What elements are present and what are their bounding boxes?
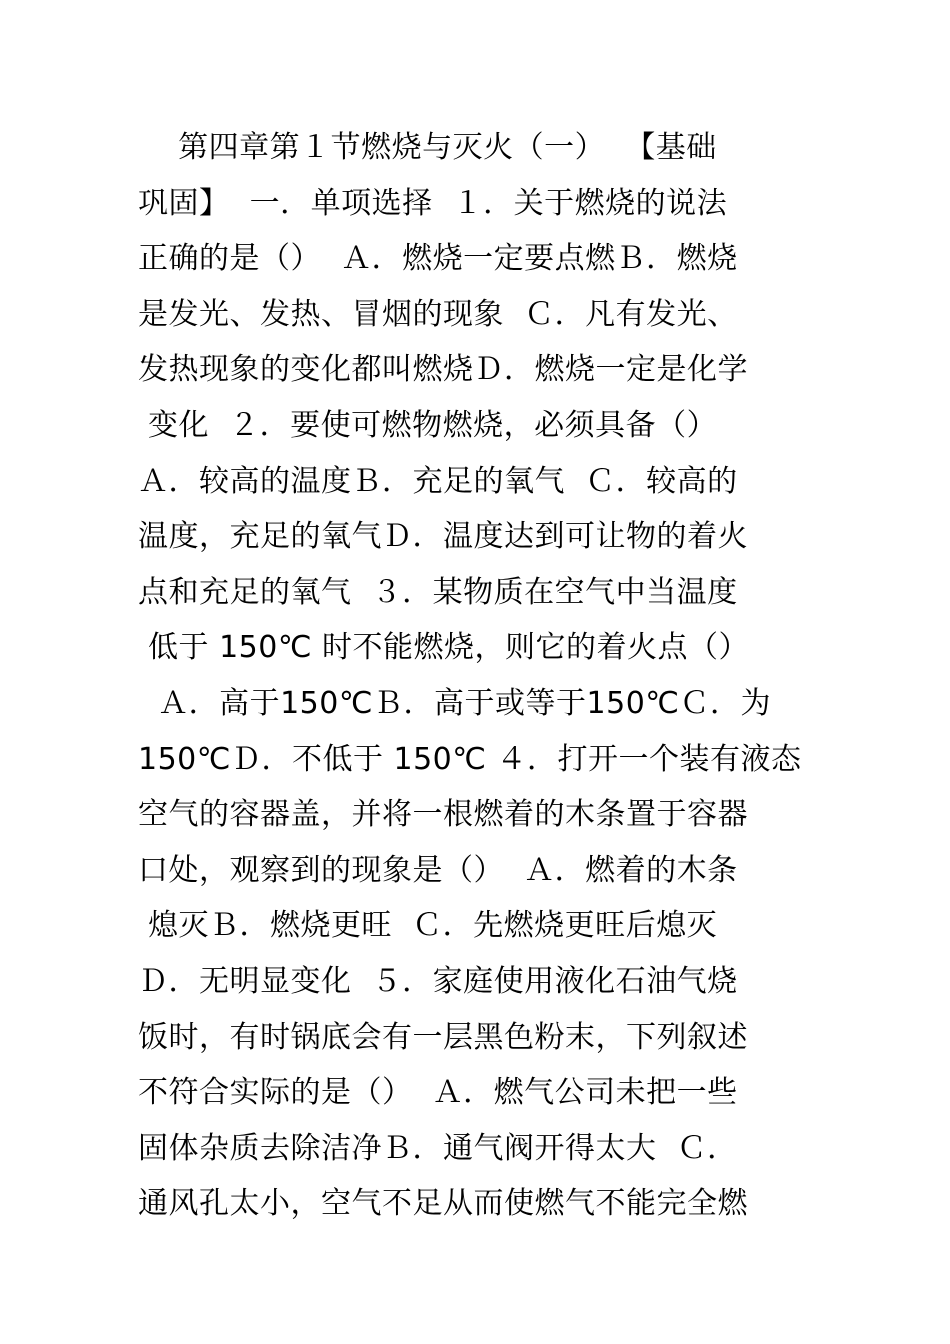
text-line: 温度，充足的氧气Ｄ．温度达到可让物的着火 <box>138 519 748 555</box>
text-line: 点和充足的氧气 ３．某物质在空气中当温度 <box>138 574 738 610</box>
text-line: 饭时，有时锅底会有一层黑色粉末，下列叙述 <box>138 1019 748 1055</box>
text-line: 巩固】 一．单项选择 １．关于燃烧的说法 <box>138 185 728 221</box>
text-line: 不符合实际的是（） Ａ．燃气公司未把一些 <box>138 1075 738 1111</box>
text-line: 150℃Ｄ．不低于 150℃ ４．打开一个装有液态 <box>138 741 802 777</box>
text-line: Ｄ．无明显变化 ５．家庭使用液化石油气烧 <box>138 963 738 999</box>
text-line: 熄灭Ｂ．燃烧更旺 Ｃ．先燃烧更旺后熄灭 <box>138 908 718 944</box>
text-line: 是发光、发热、冒烟的现象 Ｃ．凡有发光、 <box>138 296 738 332</box>
text-line: 第四章第１节燃烧与灭火（一） 【基础 <box>138 130 717 165</box>
text-line: 正确的是（） Ａ．燃烧一定要点燃Ｂ．燃烧 <box>138 241 738 277</box>
document-body <box>138 120 828 1232</box>
text-line: 低于 150℃ 时不能燃烧，则它的着火点（） <box>138 630 750 666</box>
text-line: 通风孔太小，空气不足从而使燃气不能完全燃 <box>138 1186 748 1222</box>
text-line: Ａ．较高的温度Ｂ．充足的氧气 Ｃ．较高的 <box>138 463 738 499</box>
text-line: 口处，观察到的现象是（） Ａ．燃着的木条 <box>138 852 738 888</box>
text-line: Ａ．高于150℃Ｂ．高于或等于150℃Ｃ．为 <box>138 685 771 721</box>
text-line: 发热现象的变化都叫燃烧Ｄ．燃烧一定是化学 <box>138 352 748 388</box>
text-line: 变化 ２．要使可燃物燃烧，必须具备（） <box>138 407 718 443</box>
text-line: 空气的容器盖，并将一根燃着的木条置于容器 <box>138 797 748 833</box>
text-line: 固体杂质去除洁净Ｂ．通气阀开得太大 Ｃ． <box>138 1130 738 1166</box>
